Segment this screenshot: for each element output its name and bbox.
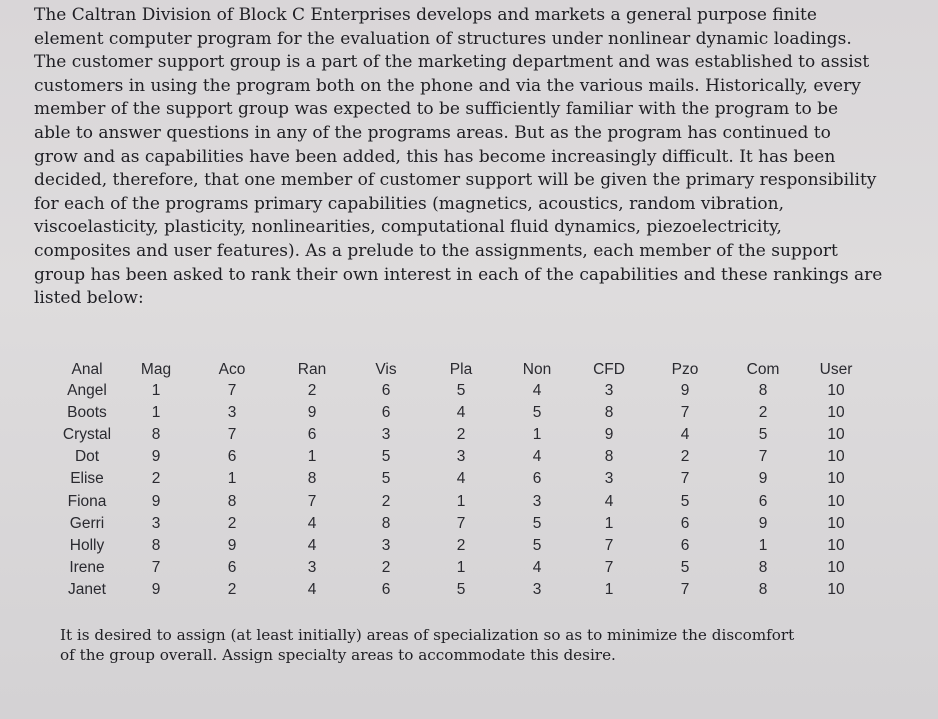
column-header: User <box>819 361 853 378</box>
person-name-cell: Fiona <box>67 492 107 510</box>
rank-cell: 1 <box>456 492 466 510</box>
rank-cell: 6 <box>227 448 237 466</box>
rank-cell: 2 <box>151 470 161 488</box>
rank-cell: 2 <box>680 448 690 466</box>
table-row <box>52 402 872 424</box>
rank-cell: 4 <box>456 470 466 488</box>
statement-line: viscoelasticity, plasticity, nonlinearities, computational fluid dynamics, piezoelectricity, <box>34 217 782 238</box>
table-row <box>52 535 872 557</box>
rank-cell: 6 <box>381 404 391 422</box>
person-name-cell: Elise <box>70 470 104 488</box>
rank-cell: 1 <box>532 426 542 444</box>
rank-cell: 4 <box>307 536 317 554</box>
rank-cell: 9 <box>307 404 317 422</box>
person-name-cell: Angel <box>67 382 107 400</box>
rank-cell: 3 <box>381 536 391 554</box>
rank-cell: 6 <box>680 514 690 532</box>
rank-cell: 6 <box>532 470 542 488</box>
task-statement <box>60 626 860 665</box>
rank-cell: 6 <box>680 536 690 554</box>
rank-cell: 9 <box>758 470 768 488</box>
statement-line: composites and user features). As a prelude to the assignments, each member of the support <box>34 240 838 261</box>
rank-cell: 7 <box>227 382 237 400</box>
person-name-cell: Holly <box>69 536 105 554</box>
rank-cell: 1 <box>456 558 466 576</box>
table-row <box>52 380 872 402</box>
table-row <box>52 424 872 446</box>
rank-cell: 1 <box>758 536 768 554</box>
table-row <box>52 513 872 535</box>
rank-cell: 1 <box>151 404 161 422</box>
statement-line: customers in using the program both on the phone and via the various mails. Historically, every <box>34 75 861 96</box>
rank-cell: 2 <box>758 404 768 422</box>
rank-cell: 7 <box>604 558 614 576</box>
rank-cell: 10 <box>827 514 845 532</box>
rank-cell: 5 <box>381 470 391 488</box>
rank-cell: 5 <box>680 492 690 510</box>
rank-cell: 1 <box>307 448 317 466</box>
rank-cell: 5 <box>381 448 391 466</box>
rank-cell: 8 <box>604 448 614 466</box>
rank-cell: 9 <box>151 448 161 466</box>
rank-cell: 8 <box>227 492 237 510</box>
rank-cell: 9 <box>758 514 768 532</box>
task-line: It is desired to assign (at least initially) areas of specialization so as to minimize the discomfort <box>60 626 795 644</box>
rank-cell: 4 <box>532 558 542 576</box>
rank-cell: 10 <box>827 382 845 400</box>
rank-cell: 9 <box>604 426 614 444</box>
statement-line: for each of the programs primary capabilities (magnetics, acoustics, random vibration, <box>34 193 784 214</box>
statement-line: The customer support group is a part of the marketing department and was established to assist <box>34 52 870 73</box>
rank-cell: 6 <box>758 492 768 510</box>
rank-cell: 7 <box>227 426 237 444</box>
column-header: Anal <box>71 361 103 378</box>
rank-cell: 3 <box>456 448 466 466</box>
rank-cell: 2 <box>456 426 466 444</box>
rank-cell: 4 <box>307 580 317 598</box>
column-header: Ran <box>297 361 327 378</box>
person-name-cell: Gerri <box>69 514 105 532</box>
rank-cell: 8 <box>151 426 161 444</box>
rank-cell: 6 <box>381 580 391 598</box>
statement-line: member of the support group was expected to be sufficiently familiar with the program to be <box>34 99 839 120</box>
rank-cell: 5 <box>456 382 466 400</box>
statement-line: grow and as capabilities have been added, this has become increasingly difficult. It has been <box>34 146 836 167</box>
rank-cell: 9 <box>151 492 161 510</box>
statement-line: group has been asked to rank their own interest in each of the capabilities and these rankings are <box>34 264 883 285</box>
rank-cell: 5 <box>680 558 690 576</box>
person-name-cell: Dot <box>74 448 100 466</box>
rank-cell: 4 <box>532 448 542 466</box>
rank-cell: 2 <box>381 558 391 576</box>
rank-cell: 3 <box>532 492 542 510</box>
rank-cell: 3 <box>604 470 614 488</box>
table-row <box>52 490 872 512</box>
person-name-cell: Irene <box>69 558 105 576</box>
rank-cell: 5 <box>758 426 768 444</box>
statement-line: element computer program for the evaluation of structures under nonlinear dynamic loadings. <box>34 28 852 49</box>
rank-cell: 8 <box>151 536 161 554</box>
rank-cell: 5 <box>532 514 542 532</box>
rank-cell: 8 <box>604 404 614 422</box>
rank-cell: 1 <box>604 514 614 532</box>
rank-cell: 2 <box>227 580 237 598</box>
rankings-table <box>52 360 872 601</box>
column-header: Aco <box>218 361 246 378</box>
rank-cell: 6 <box>307 426 317 444</box>
table-row <box>52 579 872 601</box>
rank-cell: 2 <box>456 536 466 554</box>
rank-cell: 3 <box>307 558 317 576</box>
statement-line: able to answer questions in any of the programs areas. But as the program has continued to <box>34 122 831 143</box>
table-row <box>52 557 872 579</box>
rank-cell: 4 <box>604 492 614 510</box>
task-line: of the group overall. Assign specialty areas to accommodate this desire. <box>60 645 616 664</box>
person-name-cell: Boots <box>67 404 107 422</box>
rank-cell: 8 <box>758 558 768 576</box>
rank-cell: 5 <box>532 404 542 422</box>
person-name-cell: Janet <box>68 580 106 598</box>
rank-cell: 10 <box>827 558 845 576</box>
rank-cell: 3 <box>151 514 161 532</box>
problem-statement <box>34 4 883 311</box>
rank-cell: 7 <box>680 404 690 422</box>
rank-cell: 10 <box>827 492 845 510</box>
rank-cell: 6 <box>227 558 237 576</box>
table-header-row <box>52 360 872 380</box>
statement-line: The Caltran Division of Block C Enterprises develops and markets a general purpose finite <box>34 5 817 25</box>
rank-cell: 7 <box>680 580 690 598</box>
rank-cell: 7 <box>456 514 466 532</box>
rank-cell: 7 <box>307 492 317 510</box>
rank-cell: 4 <box>307 514 317 532</box>
rank-cell: 6 <box>381 382 391 400</box>
person-name-cell: Crystal <box>62 426 112 444</box>
column-header: Pla <box>449 361 473 378</box>
rank-cell: 10 <box>827 448 845 466</box>
column-header: CFD <box>593 361 625 378</box>
rank-cell: 4 <box>456 404 466 422</box>
column-header: Vis <box>375 361 397 378</box>
column-header: Pzo <box>671 361 699 378</box>
rank-cell: 10 <box>827 580 845 598</box>
rank-cell: 8 <box>381 514 391 532</box>
statement-line: decided, therefore, that one member of customer support will be given the primary responsibility <box>34 170 877 191</box>
rank-cell: 10 <box>827 404 845 422</box>
rankings-body <box>52 380 872 601</box>
table-row <box>52 446 872 468</box>
table-row <box>52 468 872 490</box>
rank-cell: 4 <box>680 426 690 444</box>
rank-cell: 2 <box>381 492 391 510</box>
rank-cell: 8 <box>758 580 768 598</box>
rank-cell: 1 <box>151 382 161 400</box>
rank-cell: 3 <box>532 580 542 598</box>
column-header: Non <box>522 361 552 378</box>
column-header: Mag <box>140 361 172 378</box>
column-header: Com <box>746 361 780 378</box>
rank-cell: 2 <box>307 382 317 400</box>
rank-cell: 7 <box>680 470 690 488</box>
rank-cell: 10 <box>827 426 845 444</box>
rank-cell: 9 <box>151 580 161 598</box>
rank-cell: 7 <box>604 536 614 554</box>
rank-cell: 9 <box>227 536 237 554</box>
rank-cell: 4 <box>532 382 542 400</box>
rank-cell: 5 <box>532 536 542 554</box>
rank-cell: 3 <box>604 382 614 400</box>
rank-cell: 1 <box>604 580 614 598</box>
rank-cell: 8 <box>758 382 768 400</box>
rank-cell: 2 <box>227 514 237 532</box>
rank-cell: 7 <box>758 448 768 466</box>
rank-cell: 7 <box>151 558 161 576</box>
rank-cell: 10 <box>827 536 845 554</box>
statement-line: listed below: <box>34 288 144 309</box>
rank-cell: 1 <box>227 470 237 488</box>
rank-cell: 3 <box>227 404 237 422</box>
rank-cell: 5 <box>456 580 466 598</box>
rank-cell: 3 <box>381 426 391 444</box>
rank-cell: 9 <box>680 382 690 400</box>
rank-cell: 8 <box>307 470 317 488</box>
rank-cell: 10 <box>827 470 845 488</box>
